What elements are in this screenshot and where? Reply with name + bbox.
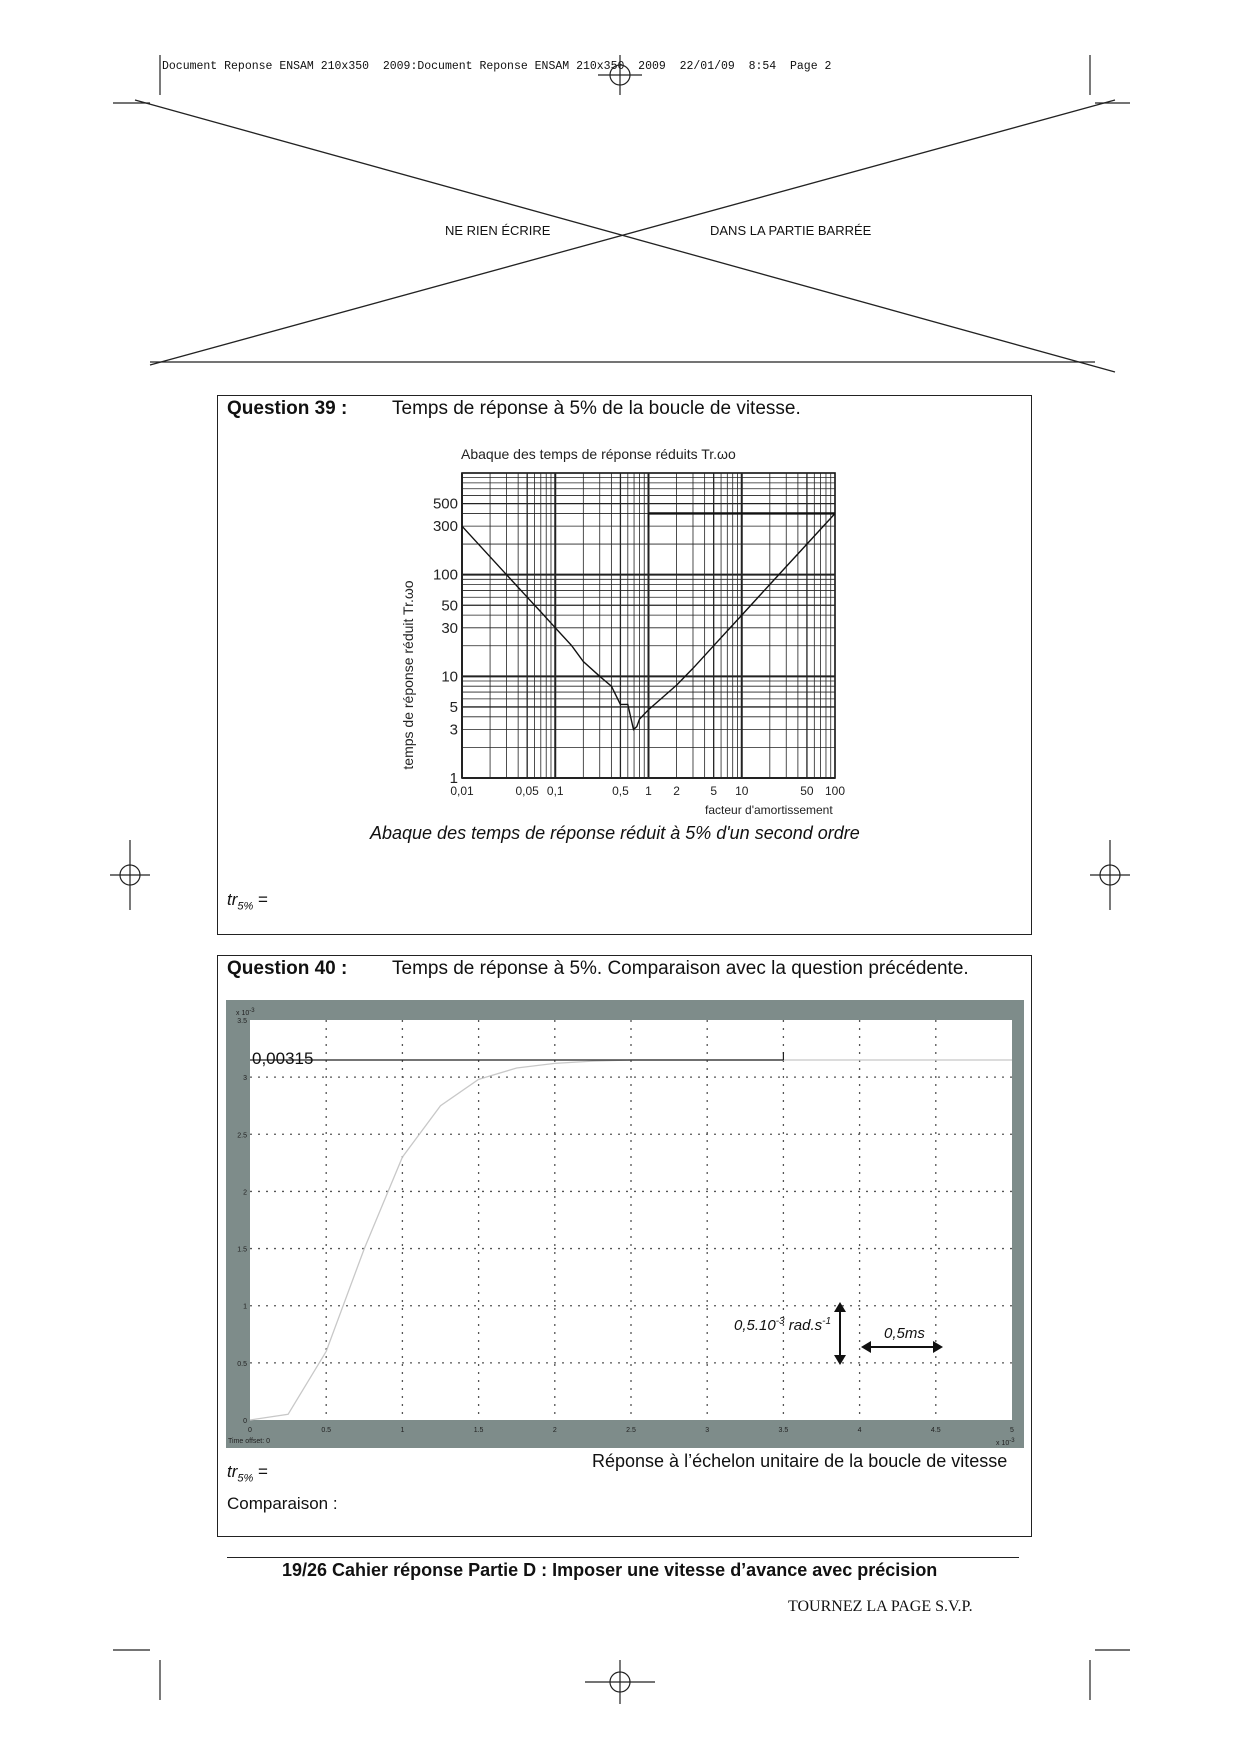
- printer-line: Document Reponse ENSAM 210x350 2009:Document Reponse ENSAM 210x350 2009 22/01/09 8:54 Page 2: [162, 60, 832, 73]
- abaque-x-tick-label: 0,1: [546, 784, 564, 798]
- scope-final-value-label: 0,00315: [252, 1049, 314, 1068]
- abaque-x-tick-label: 0,05: [515, 784, 539, 798]
- abaque-title: Abaque des temps de réponse réduits Tr.ωo: [461, 446, 736, 462]
- abaque-ylabel: temps de réponse réduit Tr.ωo: [400, 580, 416, 770]
- abaque-x-tick-label: 0,5: [612, 784, 629, 798]
- q39-answer-sub: 5%: [237, 900, 254, 913]
- abaque-x-tick-label: 50: [800, 784, 814, 798]
- abaque-chart: [390, 440, 860, 820]
- scope-x-tick-label: 1: [400, 1427, 405, 1434]
- q39-answer-line: [227, 890, 268, 912]
- abaque-x-tick-label: 2: [673, 784, 680, 798]
- abaque-y-tick-label: 100: [432, 566, 458, 584]
- scope-x-tick-label: 2.5: [626, 1427, 636, 1434]
- scope-y-scale-label: $0,5.10^{-3}$ $rad.s^{-1}$: [734, 1316, 832, 1334]
- scope-x-exponent: x 10-3: [996, 1438, 1015, 1447]
- scope-y-tick-label: 1: [243, 1303, 247, 1311]
- abaque-y-tick-label: 300: [432, 518, 458, 536]
- q39-answer-suffix: =: [253, 890, 268, 909]
- q40-comparison-label: Comparaison :: [227, 1494, 338, 1513]
- crossed-text-left: NE RIEN ÉCRIRE: [445, 223, 551, 238]
- step-response-chart: [226, 1000, 1024, 1448]
- footer-rule: [227, 1557, 1019, 1558]
- abaque-y-tick-label: 1: [449, 770, 458, 787]
- scope-x-tick-label: 4: [857, 1427, 862, 1434]
- scope-x-tick-label: 0.5: [321, 1427, 332, 1434]
- scope-time-offset: Time offset: 0: [228, 1438, 271, 1445]
- scope-y-tick-label: 3.5: [237, 1018, 247, 1025]
- abaque-x-tick-label: 1: [645, 784, 652, 798]
- q40-answer-suffix: =: [253, 1462, 268, 1481]
- footer-turn-page: TOURNEZ LA PAGE S.V.P.: [788, 1598, 973, 1615]
- scope-x-tick-label: 3.5: [778, 1427, 789, 1434]
- abaque-y-tick-label: 10: [441, 668, 458, 686]
- q40-answer-sub: 5%: [237, 1472, 254, 1485]
- question-39-caption: Abaque des temps de réponse réduit à 5% d'un second ordre: [370, 823, 860, 843]
- scope-x-tick-label: 0: [248, 1427, 252, 1434]
- scope-y-tick-label: 0.5: [237, 1360, 247, 1368]
- scope-x-tick-label: 3: [705, 1427, 710, 1434]
- scope-x-tick-label: 1.5: [473, 1427, 484, 1434]
- scope-y-tick-label: 2.5: [237, 1132, 247, 1140]
- scope-y-tick-label: 0: [243, 1418, 247, 1425]
- abaque-x-tick-label: 100: [824, 784, 846, 798]
- scope-y-tick-label: 1.5: [237, 1246, 247, 1254]
- q39-answer-prefix: tr: [227, 890, 238, 909]
- question-40-text: Temps de réponse à 5%. Comparaison avec la question précédente.: [392, 958, 969, 979]
- q40-answer-prefix: tr: [227, 1462, 238, 1481]
- question-39-label: Question 39 :: [227, 398, 348, 419]
- scope-x-tick-label: 2: [552, 1427, 557, 1434]
- abaque-y-tick-label: 3: [449, 721, 458, 739]
- abaque-x-tick-label: 5: [710, 784, 718, 798]
- footer-page-title: 19/26 Cahier réponse Partie D : Imposer une vitesse d’avance avec précision: [282, 1560, 938, 1580]
- scope-x-scale-label: 0,5ms: [884, 1325, 925, 1342]
- scope-y-tick-label: 2: [243, 1189, 247, 1197]
- crossed-text-right: DANS LA PARTIE BARRÉE: [710, 223, 872, 238]
- scope-x-tick-label: 5: [1010, 1427, 1014, 1434]
- question-39-text: Temps de réponse à 5% de la boucle de vitesse.: [392, 398, 801, 419]
- abaque-y-tick-label: 5: [449, 698, 458, 716]
- q40-answer-line: [227, 1462, 268, 1484]
- abaque-y-tick-label: 500: [432, 495, 458, 513]
- scope-y-tick-label: 3: [243, 1075, 247, 1083]
- abaque-y-tick-label: 30: [441, 619, 458, 637]
- question-40-label: Question 40 :: [227, 958, 348, 979]
- abaque-x-tick-label: 10: [735, 784, 749, 798]
- scope-y-exponent: x 10-3: [236, 1008, 255, 1017]
- abaque-xlabel: facteur d'amortissement: [705, 803, 833, 817]
- abaque-y-tick-label: 50: [441, 597, 458, 615]
- question-40-caption: Réponse à l’échelon unitaire de la boucle de vitesse: [592, 1451, 1008, 1471]
- abaque-x-tick-label: 0,01: [450, 784, 474, 798]
- scope-x-tick-label: 4.5: [930, 1427, 941, 1434]
